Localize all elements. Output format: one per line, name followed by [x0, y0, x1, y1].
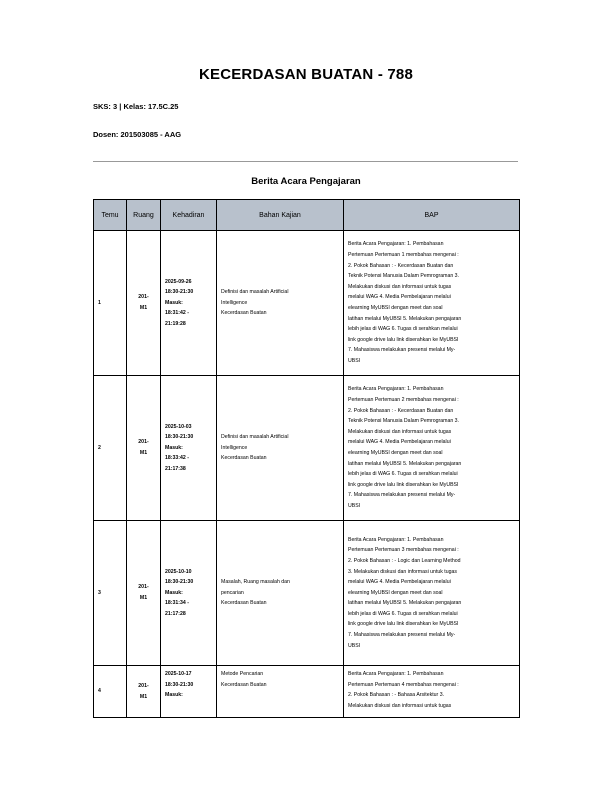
- bap-line: Berita Acara Pengajaran: 1. Pembahasan: [348, 671, 444, 677]
- kehadiran-cell: [161, 231, 217, 376]
- bahan-kajian-cell: [217, 521, 344, 666]
- bap-line: link google drive lalu link diserahkan ke MyUBSI: [348, 336, 459, 343]
- bahan-kajian-line: Intelligence: [221, 444, 248, 451]
- ruang-line: M1: [139, 450, 148, 456]
- ruang-cell: [127, 666, 161, 718]
- kehadiran-line: 18:31:42 -: [165, 310, 189, 317]
- bahan-kajian-cell: [217, 231, 344, 376]
- bap-line: Pertemuan Pertemuan 1 membahas mengenai :: [348, 252, 459, 259]
- bap-line: elearning MyUBSI dengan meet dan soal: [348, 589, 443, 596]
- bap-line: Berita Acara Pengajaran: 1. Pembahasan: [348, 536, 444, 543]
- bahan-kajian-cell: [217, 666, 344, 718]
- kehadiran-line: 18:33:42 -: [165, 455, 189, 462]
- bap-line: 7. Mahasiswa melakukan presensi melalui My-: [348, 347, 456, 354]
- bap-line: elearning MyUBSI dengan meet dan soal: [348, 450, 443, 456]
- kehadiran-line: 2025-10-10: [165, 568, 192, 575]
- kehadiran-line: 18:31:34 -: [165, 600, 189, 607]
- bap-line: 2. Pokok Bahasan : - Kecerdasan Buatan dan: [348, 407, 454, 414]
- kehadiran-line: Masuk:: [165, 444, 183, 451]
- divider: [93, 161, 518, 162]
- table-row: [94, 376, 520, 521]
- bap-line: melalui WAG 4. Media Pembelajaran melalui: [348, 579, 451, 586]
- bap-line: melalui WAG 4. Media Pembelajaran melalui: [348, 439, 451, 446]
- bap-line: 3. Melakukan diskusi dan informasi untuk tugas: [348, 568, 457, 575]
- bap-line: Pertemuan Pertemuan 2 membahas mengenai :: [348, 397, 459, 404]
- bap-cell: [344, 376, 520, 521]
- header-bap: BAP: [344, 200, 520, 231]
- bap-line: UBSI: [348, 357, 361, 364]
- bap-line: Teknik Potensi Manusia Dalam Pemrograman 3.: [348, 273, 460, 280]
- ruang-cell: [127, 231, 161, 376]
- kehadiran-line: Masuk:: [165, 589, 183, 596]
- bap-line: Melakukan diskusi dan informasi untuk tugas: [348, 702, 452, 709]
- kehadiran-line: 21:19:28: [165, 320, 186, 327]
- kehadiran-line: 2025-09-26: [165, 278, 192, 285]
- kehadiran-line: Masuk:: [165, 692, 183, 699]
- bap-line: lebih jelas di WAG 6. Tugas di serahkan melalui: [348, 610, 458, 617]
- bap-line: Melakukan diskusi dan informasi untuk tugas: [348, 283, 452, 290]
- temu-cell: 3: [94, 521, 127, 666]
- ruang-line: 201-: [138, 584, 149, 591]
- bahan-kajian-line: Kecerdasan Buatan: [221, 600, 267, 607]
- ruang-line: 201-: [138, 294, 149, 301]
- bap-line: latihan melalui MyUBSI 5. Melakukan pengajaran: [348, 460, 462, 467]
- bap-line: latihan melalui MyUBSI 5. Melakukan pengajaran: [348, 600, 462, 607]
- bap-line: Berita Acara Pengajaran: 1. Pembahasan: [348, 241, 444, 248]
- bap-line: Melakukan diskusi dan informasi untuk tugas: [348, 428, 452, 435]
- page-title: KECERDASAN BUATAN - 788: [198, 66, 414, 83]
- sks-class-line: SKS: 3 | Kelas: 17.5C.25: [93, 102, 179, 111]
- bahan-kajian-line: Intelligence: [221, 299, 248, 306]
- bap-line: 2. Pokok Bahasan : - Kecerdasan Buatan dan: [348, 262, 454, 269]
- temu-cell: 4: [94, 666, 127, 718]
- bahan-kajian-line: Definisi dan masalah Artificial: [221, 434, 289, 441]
- table-header-row: [94, 200, 520, 231]
- bahan-kajian-line: Metode Pencarian: [221, 671, 264, 677]
- kehadiran-line: 18:30-21:30: [165, 681, 194, 688]
- bap-cell: [344, 666, 520, 718]
- kehadiran-line: 2025-10-03: [165, 423, 192, 430]
- bap-line: UBSI: [348, 502, 361, 509]
- kehadiran-line: Masuk:: [165, 299, 183, 306]
- ruang-line: 201-: [138, 439, 149, 446]
- bahan-kajian-line: Definisi dan masalah Artificial: [221, 289, 289, 296]
- teaching-record-table: [93, 199, 520, 718]
- bap-line: Teknik Potensi Manusia Dalam Pemrograman 3.: [348, 418, 460, 425]
- kehadiran-cell: [161, 666, 217, 718]
- table-row: [94, 231, 520, 376]
- bap-cell: [344, 231, 520, 376]
- kehadiran-line: 2025-10-17: [165, 671, 192, 677]
- bap-line: Pertemuan Pertemuan 3 membahas mengenai :: [348, 547, 459, 554]
- bahan-kajian-line: pencarian: [221, 589, 244, 596]
- temu-cell: 1: [94, 231, 127, 376]
- kehadiran-cell: [161, 521, 217, 666]
- ruang-line: 201-: [138, 682, 149, 689]
- kehadiran-line: 21:17:38: [165, 465, 186, 472]
- bahan-kajian-line: Kecerdasan Buatan: [221, 455, 267, 462]
- bap-line: lebih jelas di WAG 6. Tugas di serahkan melalui: [348, 471, 458, 478]
- section-title: Berita Acara Pengajaran: [251, 176, 361, 187]
- lecturer-line: Dosen: 201503085 - AAG: [93, 130, 182, 139]
- header-bahan-kajian: Bahan Kajian: [217, 200, 344, 231]
- bap-line: Berita Acara Pengajaran: 1. Pembahasan: [348, 386, 444, 393]
- bap-line: link google drive lalu link diserahkan ke MyUBSI: [348, 481, 459, 488]
- kehadiran-line: 18:30-21:30: [165, 289, 194, 296]
- bahan-kajian-line: Kecerdasan Buatan: [221, 681, 267, 688]
- header-kehadiran: Kehadiran: [161, 200, 217, 231]
- header-ruang: Ruang: [127, 200, 161, 231]
- kehadiran-line: 18:30-21:30: [165, 579, 194, 586]
- kehadiran-cell: [161, 376, 217, 521]
- header-temu: Temu: [94, 200, 127, 231]
- table-row: [94, 666, 520, 718]
- kehadiran-line: 18:30-21:30: [165, 434, 194, 441]
- bap-line: 7. Mahasiswa melakukan presensi melalui My-: [348, 492, 456, 499]
- ruang-line: M1: [139, 305, 148, 311]
- kehadiran-line: 21:17:28: [165, 610, 186, 617]
- bap-line: UBSI: [348, 642, 361, 649]
- bap-line: 2. Pokok Bahasan : - Bahasa Arsitektur 3.: [348, 692, 445, 699]
- ruang-cell: [127, 376, 161, 521]
- bap-line: latihan melalui MyUBSI 5. Melakukan pengajaran: [348, 315, 462, 322]
- bap-line: 7. Mahasiswa melakukan presensi melalui My-: [348, 632, 456, 639]
- temu-cell: 2: [94, 376, 127, 521]
- bahan-kajian-line: Masalah, Ruang masalah dan: [221, 579, 290, 586]
- table-row: [94, 521, 520, 666]
- bahan-kajian-line: Kecerdasan Buatan: [221, 310, 267, 317]
- bap-line: lebih jelas di WAG 6. Tugas di serahkan melalui: [348, 326, 458, 333]
- ruang-line: M1: [139, 595, 148, 601]
- bap-line: link google drive lalu link diserahkan ke MyUBSI: [348, 621, 459, 628]
- bap-line: elearning MyUBSI dengan meet dan soal: [348, 305, 443, 311]
- bap-line: 2. Pokok Bahasan : - Logic dan Learning Method: [348, 557, 461, 564]
- bap-line: melalui WAG 4. Media Pembelajaran melalui: [348, 294, 451, 301]
- ruang-line: M1: [139, 693, 148, 700]
- bap-line: Pertemuan Pertemuan 4 membahas mengenai :: [348, 681, 459, 688]
- bahan-kajian-cell: [217, 376, 344, 521]
- bap-cell: [344, 521, 520, 666]
- ruang-cell: [127, 521, 161, 666]
